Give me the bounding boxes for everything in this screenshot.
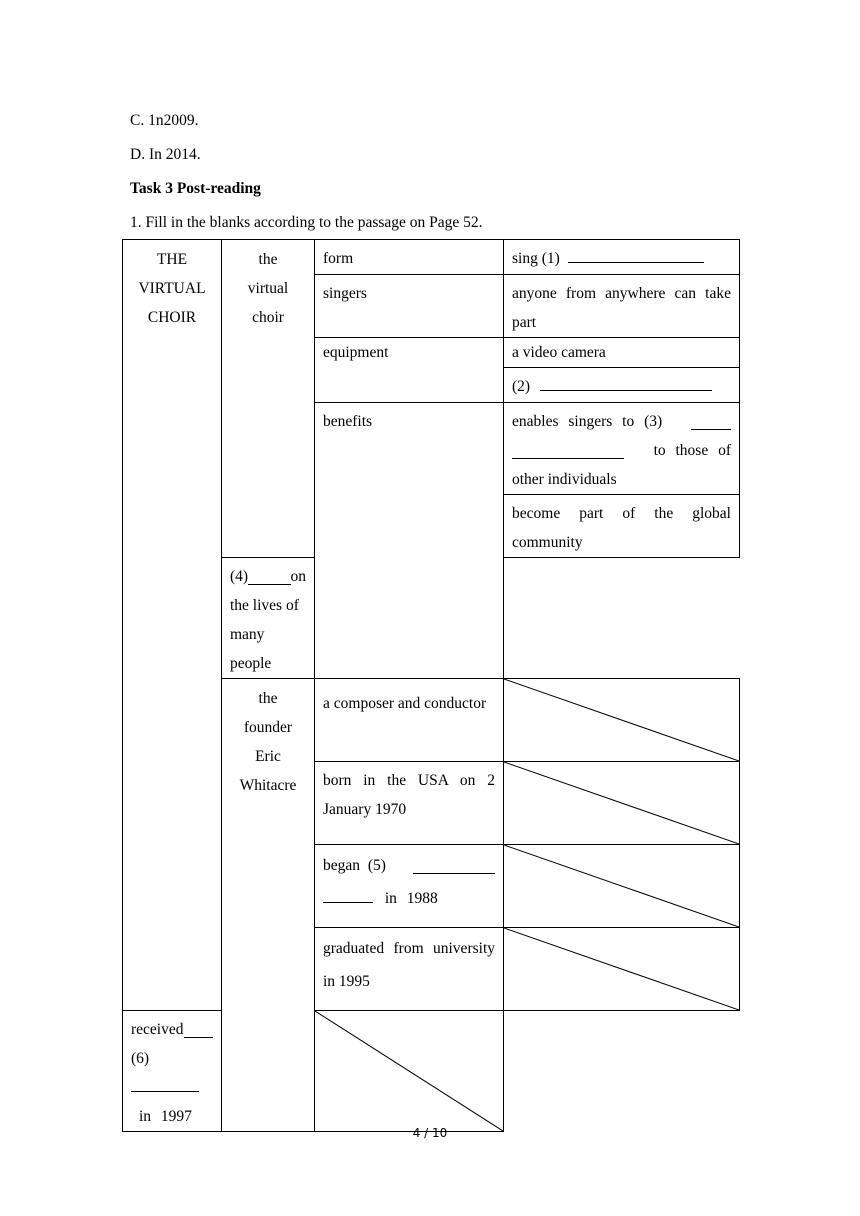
option-d: D. In 2014. bbox=[130, 146, 201, 163]
form-value-prefix: sing (1) bbox=[512, 250, 560, 267]
instruction: 1. Fill in the blanks according to the passage on Page 52. bbox=[130, 214, 483, 231]
fact2-cell bbox=[315, 762, 504, 845]
equipment-value1-cell bbox=[504, 338, 740, 368]
blank-2[interactable] bbox=[540, 375, 712, 392]
slash-cell-3 bbox=[504, 845, 740, 928]
group2-cell bbox=[222, 679, 315, 1132]
benefit3-rest: the lives of many people bbox=[230, 597, 299, 672]
group1-cell bbox=[222, 240, 315, 558]
form-value-cell bbox=[504, 240, 740, 275]
fact5-part-b: in 1997 bbox=[139, 1108, 192, 1125]
benefit3-prefix: (4) bbox=[230, 568, 249, 585]
benefit1-cell bbox=[504, 403, 740, 495]
blank-5a[interactable] bbox=[413, 857, 495, 874]
group2-label: the founder Eric Whitacre bbox=[239, 690, 297, 794]
singers-label: singers bbox=[323, 285, 367, 302]
fill-in-table bbox=[122, 239, 740, 1132]
diagonal-slash-3 bbox=[504, 845, 739, 927]
equipment-label: equipment bbox=[323, 344, 389, 361]
fact3-part-b: in 1988 bbox=[384, 890, 438, 907]
equipment-value1: a video camera bbox=[512, 344, 606, 361]
group1-label: the virtual choir bbox=[247, 251, 289, 326]
slash-cell-2 bbox=[504, 762, 740, 845]
singers-label-cell bbox=[315, 275, 504, 338]
blank-1[interactable] bbox=[568, 247, 704, 264]
fact2: born in the USA on 2 January 1970 bbox=[323, 772, 495, 818]
form-label-cell bbox=[315, 240, 504, 275]
slash-cell-1 bbox=[504, 679, 740, 762]
benefits-label: benefits bbox=[323, 413, 373, 430]
diagonal-slash-5 bbox=[315, 1011, 503, 1131]
task-heading: Task 3 Post-reading bbox=[130, 180, 261, 197]
topic-cell bbox=[123, 240, 222, 1011]
benefit1-part-c: other individuals bbox=[512, 471, 617, 488]
blank-6a[interactable] bbox=[184, 1021, 214, 1038]
equipment-label-cell bbox=[315, 338, 504, 403]
benefit2-cell bbox=[504, 495, 740, 558]
blank-4[interactable] bbox=[248, 568, 290, 585]
diagonal-slash-1 bbox=[504, 679, 739, 761]
blank-6b[interactable] bbox=[131, 1076, 199, 1093]
fact1-cell bbox=[315, 679, 504, 762]
topic-label: THE VIRTUAL CHOIR bbox=[138, 251, 206, 326]
slash-cell-5 bbox=[315, 1011, 504, 1132]
equipment-value2-prefix: (2) bbox=[512, 378, 531, 395]
benefit1-part-a: enables singers to (3) bbox=[512, 413, 663, 430]
page-number: 4 / 10 bbox=[412, 1126, 448, 1140]
benefit3-on: on bbox=[290, 568, 306, 585]
benefit1-part-b: to those of bbox=[653, 442, 731, 459]
fact1: a composer and conductor bbox=[323, 695, 487, 712]
fact4-cell bbox=[315, 928, 504, 1011]
slash-cell-4 bbox=[504, 928, 740, 1011]
blank-3b[interactable] bbox=[512, 442, 624, 459]
benefit3-cell bbox=[222, 558, 315, 679]
form-label: form bbox=[323, 250, 354, 267]
fact3-part-a: began (5) bbox=[323, 857, 386, 874]
fact3-cell bbox=[315, 845, 504, 928]
fact5-part-a: received (6) bbox=[131, 1021, 184, 1067]
equipment-value2-cell bbox=[504, 368, 740, 403]
diagonal-slash-2 bbox=[504, 762, 739, 844]
singers-value-cell bbox=[504, 275, 740, 338]
fact5-cell bbox=[123, 1011, 222, 1132]
fact4: graduated from university in 1995 bbox=[323, 940, 495, 990]
benefit2: become part of the global community bbox=[512, 505, 731, 551]
diagonal-slash-4 bbox=[504, 928, 739, 1010]
blank-5b[interactable] bbox=[323, 887, 373, 904]
singers-value: anyone from anywhere can take part bbox=[512, 285, 731, 331]
option-c: C. 1n2009. bbox=[130, 112, 199, 129]
blank-3a[interactable] bbox=[691, 413, 731, 430]
benefits-label-cell bbox=[315, 403, 504, 679]
